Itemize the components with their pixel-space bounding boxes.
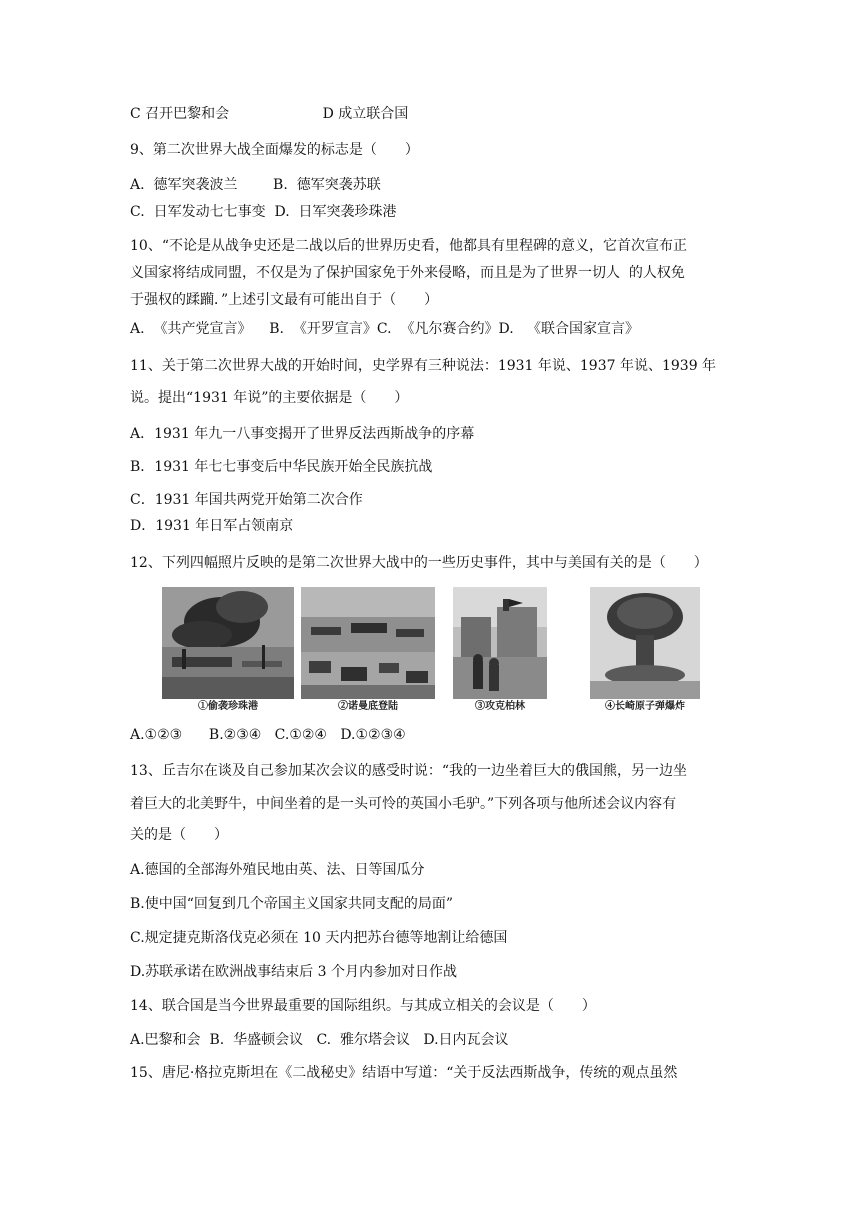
question-13-stem-line-1: 13、丘吉尔在谈及自己参加某次会议的感受时说：“我的一边坐着巨大的俄国熊，另一边坐 [130, 763, 687, 779]
question-11-stem-line-2: 说。提出“1931 年说”的主要依据是（ ） [130, 390, 409, 406]
question-15-stem-line-1: 15、唐尼·格拉克斯坦在《二战秘史》结语中写道：“关于反法西斯战争，传统的观点虽然 [130, 1065, 678, 1081]
question-12-photos [160, 587, 720, 717]
question-10-stem-line-2: 义国家将结成同盟，不仅是为了保护国家免于外来侵略，而且是为了世界一切人 的人权免 [130, 265, 685, 281]
question-12-options: A.①②③ B.②③④ C.①②④ D.①②③④ [130, 727, 406, 743]
question-13-stem-line-2: 着巨大的北美野牛，中间坐着的是一头可怜的英国小毛驴。”下列各项与他所述会议内容有 [130, 796, 677, 812]
question-9-stem: 9、第二次世界大战全面爆发的标志是（ ） [130, 142, 419, 158]
question-14-options: A.巴黎和会 B. 华盛顿会议 C. 雅尔塔会议 D.日内瓦会议 [130, 1032, 509, 1048]
question-9-options-cd: C. 日军发动七七事变 D. 日军突袭珍珠港 [130, 204, 397, 220]
pearl-harbor-photo [162, 587, 294, 712]
question-11-option-a: A．1931 年九一八事变揭开了世界反法西斯战争的序幕 [130, 426, 475, 442]
berlin-capture-photo [453, 587, 547, 712]
question-13-option-a: A.德国的全部海外殖民地由英、法、日等国瓜分 [130, 862, 425, 878]
normandy-landing-photo [301, 587, 435, 712]
question-11-stem-line-1: 11、关于第二次世界大战的开始时间，史学界有三种说法：1931 年说、1937 年说、1939 年 [130, 358, 717, 374]
photo-caption: ①偷袭珍珠港 [198, 701, 258, 712]
question-13-option-c: C.规定捷克斯洛伐克必须在 10 天内把苏台德等地割让给德国 [130, 930, 508, 946]
answer-options-cd-q8: C 召开巴黎和会 D 成立联合国 [130, 106, 409, 122]
question-10-stem-line-1: 10、“不论是从战争史还是二战以后的世界历史看，他都具有里程碑的意义，它首次宣布正 [130, 238, 687, 254]
question-10-options: A. 《共产党宣言》 B. 《开罗宣言》C. 《凡尔赛合约》D. 《联合国家宣言》 [130, 321, 639, 337]
question-13-option-b: B.使中国“回复到几个帝国主义国家共同支配的局面” [130, 896, 454, 912]
question-10-stem-line-3: 于强权的蹂躏．”上述引文最有可能出自于（ ） [130, 292, 439, 308]
question-11-option-c: C．1931 年国共两党开始第二次合作 [130, 492, 363, 508]
nagasaki-atomic-bomb-photo [590, 587, 700, 712]
question-11-option-d: D．1931 年日军占领南京 [130, 518, 294, 534]
photo-caption: ③攻克柏林 [475, 701, 525, 712]
question-13-stem-line-3: 关的是（ ） [130, 827, 228, 843]
question-13-option-d: D.苏联承诺在欧洲战事结束后 3 个月内参加对日作战 [130, 964, 457, 980]
question-14-stem: 14、联合国是当今世界最重要的国际组织。与其成立相关的会议是（ ） [130, 998, 596, 1014]
question-11-option-b: B．1931 年七七事变后中华民族开始全民族抗战 [130, 459, 433, 475]
question-12-stem: 12、下列四幅照片反映的是第二次世界大战中的一些历史事件，其中与美国有关的是（ ） [130, 555, 708, 571]
photo-caption: ④长崎原子弹爆炸 [605, 701, 685, 712]
photo-caption: ②诺曼底登陆 [338, 701, 398, 712]
question-9-options-ab: A. 德军突袭波兰 B. 德军突袭苏联 [130, 177, 381, 193]
